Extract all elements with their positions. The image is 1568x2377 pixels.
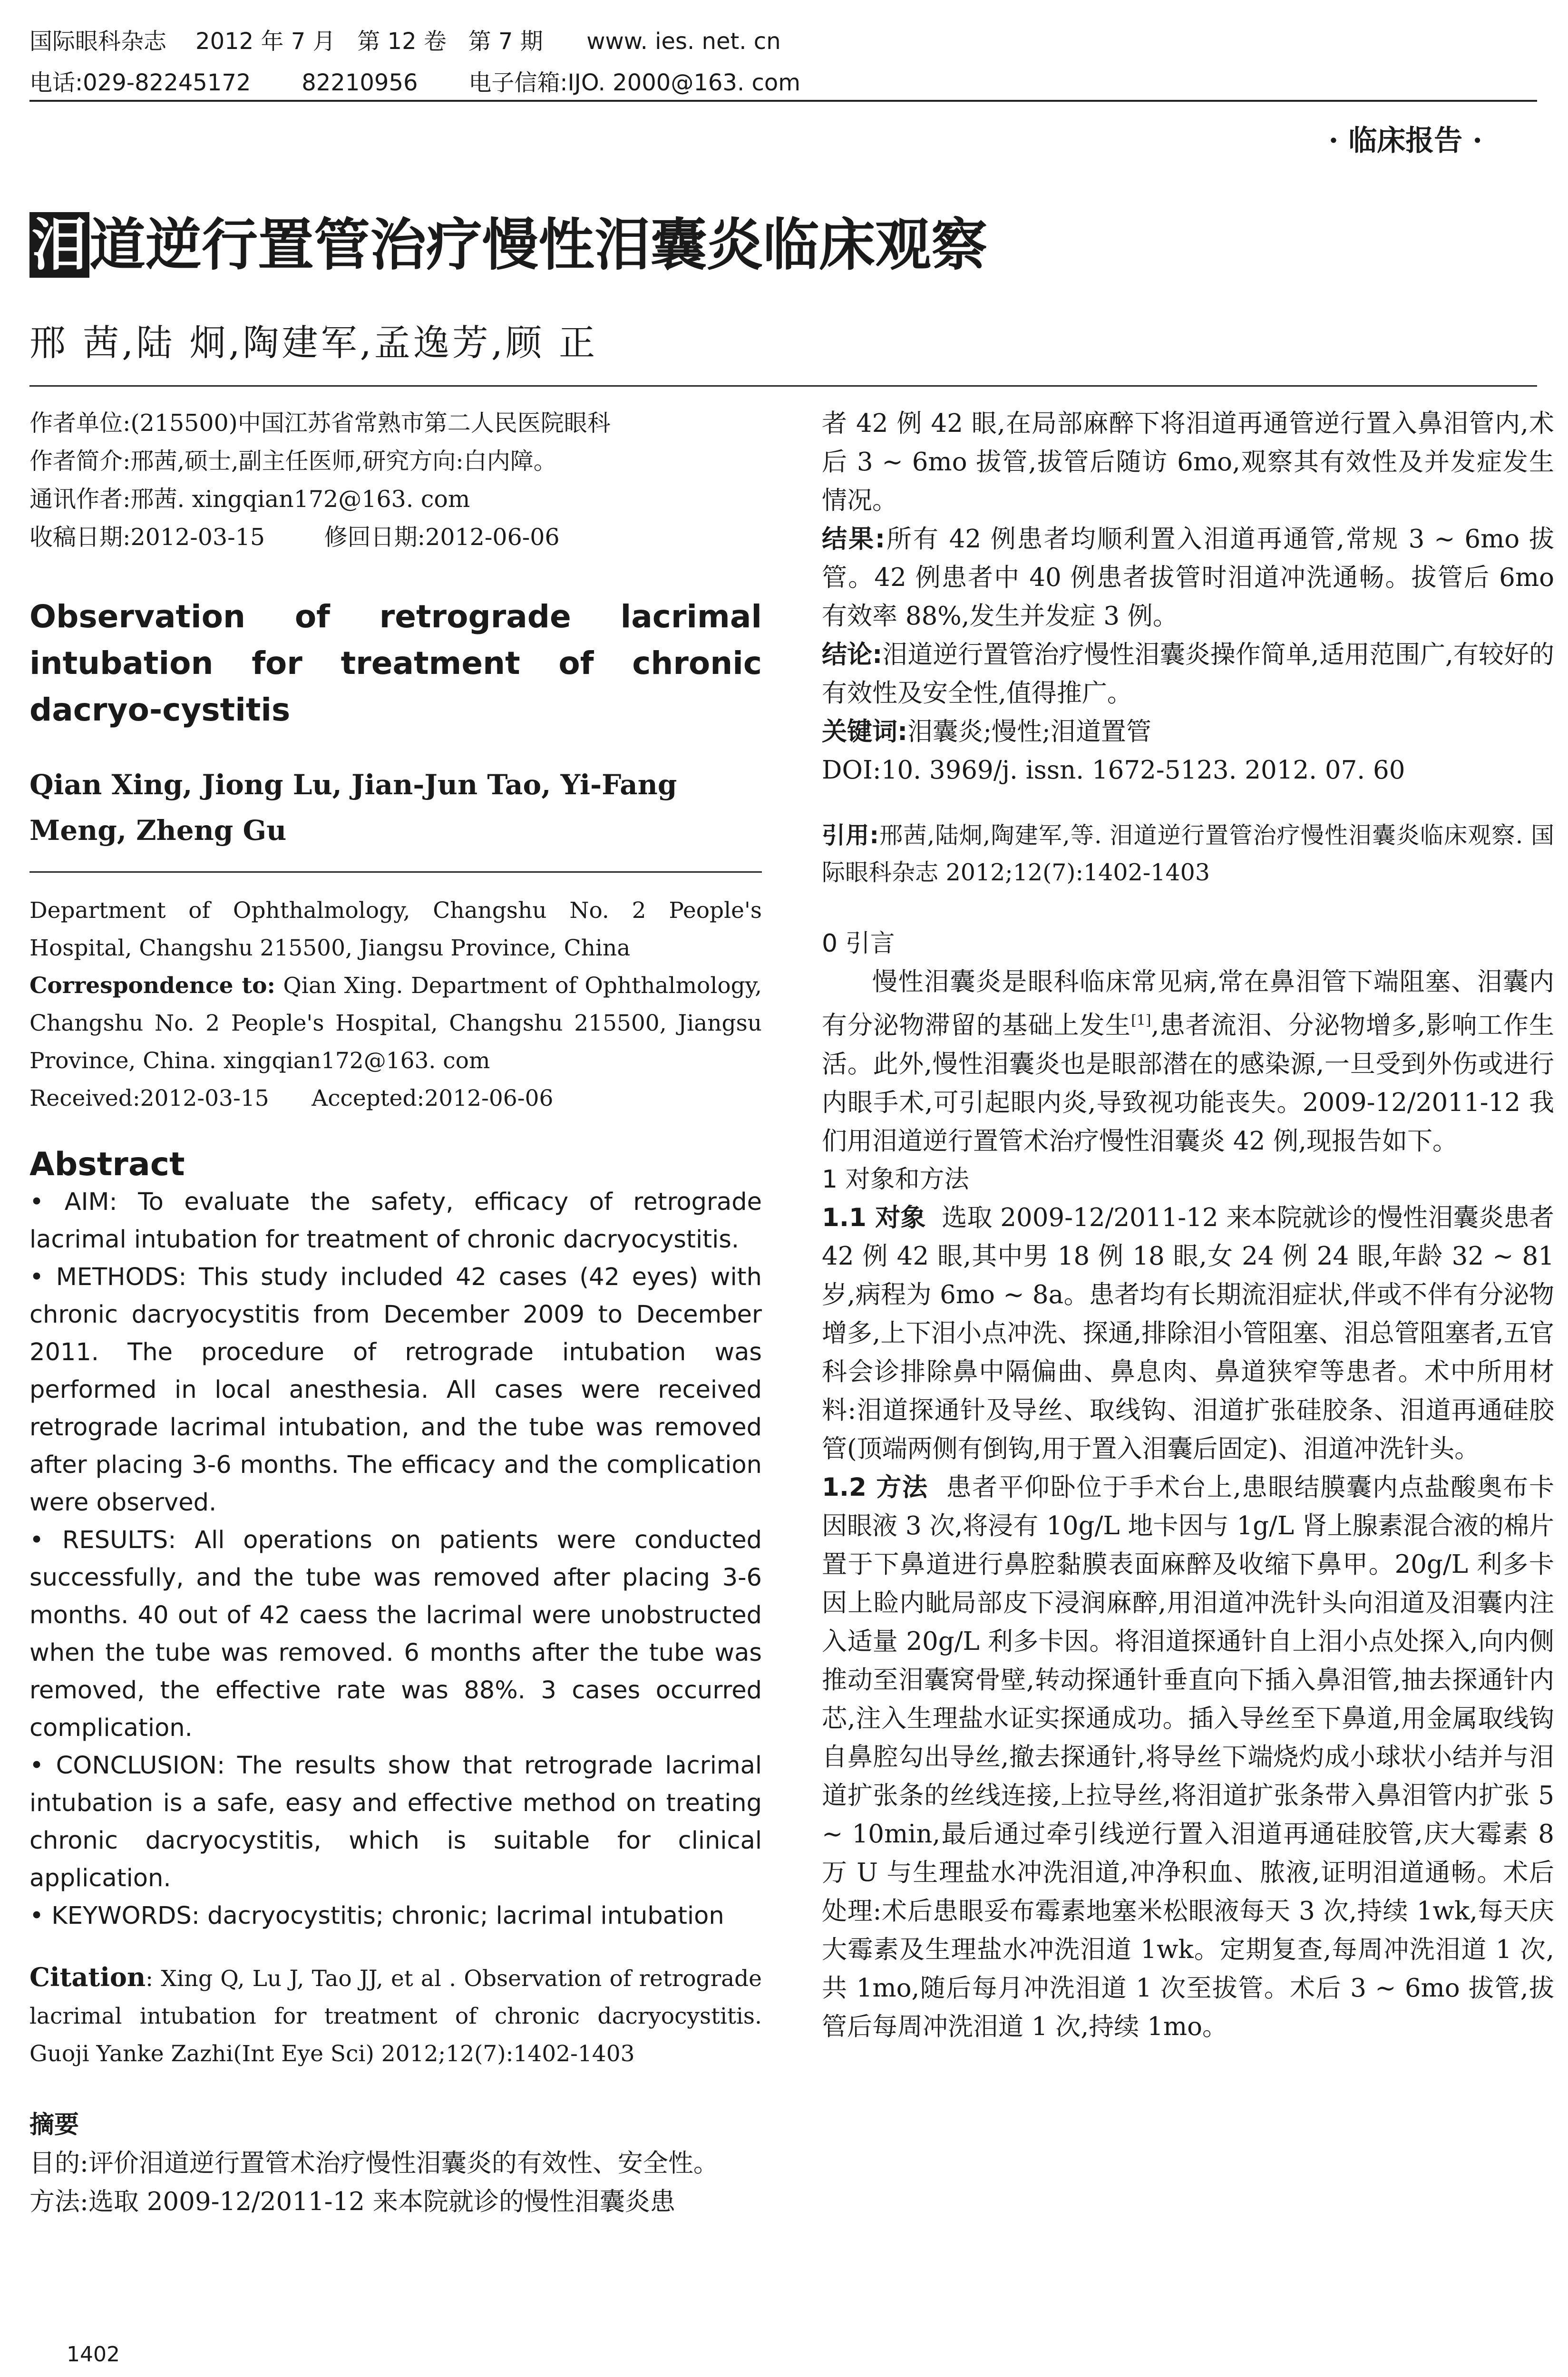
right-column: [822, 404, 1562, 2046]
cn-citation-label: 引用:: [822, 822, 879, 849]
english-title: Observation of retrograde lacrimal intubation for treatment of chronic dacryo-cystitis: [29, 598, 762, 728]
procedure-label: 1.2 方法: [822, 1472, 928, 1502]
authors-cn: 邢 茜,陆 炯,陶建军,孟逸芳,顾 正: [29, 321, 598, 364]
author-unit: 作者单位:(215500)中国江苏省常熟市第二人民医院眼科: [29, 409, 611, 437]
cn-citation-text: 邢茜,陆炯,陶建军,等. 泪道逆行置管治疗慢性泪囊炎临床观察. 国际眼科杂志 2012;12(7):1402-1403: [822, 822, 1554, 886]
article-title: [29, 200, 987, 281]
title-text: 道逆行置管治疗慢性泪囊炎临床观察: [89, 212, 988, 278]
intro-heading: 0 引言: [822, 929, 895, 958]
result-text: 所有 42 例患者均顺利置入泪道再通管,常规 3 ~ 6mo 拔管。42 例患者中 40 例患者拔管时泪道冲洗通畅。拔管后 6mo 有效率 88%,发生并发症 3 例。: [822, 525, 1554, 631]
citation-text: : Xing Q, Lu J, Tao JJ, et al . Observation of retrograde lacrimal intubation for treatment of chronic dacryocystitis. Guoji Yanke Zazhi(Int Eye Sci) 2012;12(7):1402-1403: [29, 1966, 762, 2067]
abstract-results: • RESULTS: All operations on patients were conducted successfully, and the tube was removed after placing 3-6 months. 40 out of 42 caess the lacrimal were unobstructed when the tube was removed. 6 months after the tube was removed, the effective rate was 88%. 3 cases occurred complication.: [29, 1526, 762, 1742]
methods-heading: 1 对象和方法: [822, 1165, 969, 1194]
conclusion-label: 结论:: [822, 640, 883, 669]
subjects-text: 选取 2009-12/2011-12 来本院就诊的慢性泪囊炎患者 42 例 42 眼,其中男 18 例 18 眼,女 24 例 24 眼,年龄 32 ~ 81 岁,病程为 6mo ~ 8a。患者均有长期流泪症状,伴或不伴有分泌物增多,上下泪小点冲洗、探通,排除泪小管阻塞、泪总管阻塞者,五官科会诊排除鼻中隔偏曲、鼻息肉、鼻道狭窄等患者。术中所用材料:泪道探通针及导丝、取线钩、泪道扩张硅胶条、泪道再通硅胶管(顶端两侧有倒钩,用于置入泪囊后固定)、泪道冲洗针头。: [822, 1203, 1562, 1463]
citation-label: Citation: [29, 1962, 146, 1992]
conclusion-text: 泪道逆行置管治疗慢性泪囊炎操作简单,适用范围广,有较好的有效性及安全性,值得推广。: [822, 640, 1554, 708]
english-authors: Qian Xing, Jiong Lu, Jian-Jun Tao, Yi-Fang Meng, Zheng Gu: [29, 769, 677, 847]
author-intro: 作者简介:邢茜,硕士,副主任医师,研究方向:白内障。: [29, 448, 557, 475]
keywords-text: 泪囊炎;慢性;泪道置管: [907, 717, 1151, 746]
journal-header-line2: 电话:029-82245172 82210956 电子信箱:IJO. 2000@163. com: [29, 69, 800, 96]
title-rule: [29, 385, 1537, 387]
cn-abstract-method-cont: 者 42 例 42 眼,在局部麻醉下将泪道再通管逆行置入鼻泪管内,术后 3 ~ 6mo 拔管,拔管后随访 6mo,观察其有效性及并发症发生情况。: [822, 409, 1554, 515]
english-correspondence: [29, 967, 762, 1080]
procedure-text: 患者平仰卧位于手术台上,患眼结膜囊内点盐酸奥布卡因眼液 3 次,将浸有 10g/L 地卡因与 1g/L 肾上腺素混合液的棉片置于下鼻道进行鼻腔黏膜表面麻醉及收缩下鼻甲。20g/L 利多卡因上睑内眦局部皮下浸润麻醉,用泪道冲洗针头向泪道及泪囊内注入适量 20g/L 利多卡因。将泪道探通针自上泪小点处探入,向内侧推动至泪囊窝骨壁,转动探通针垂直向下插入鼻泪管,抽去探通针内芯,注入生理盐水证实探通成功。插入导丝至下鼻道,用金属取线钩自鼻腔勾出导丝,撤去探通针,将导丝下端烧灼成小球状小结并与泪道扩张条的丝线连接,上拉导丝,将泪道扩张条带入鼻泪管内扩张 5 ~ 10min,最后通过牵引线逆行置入泪道再通硅胶管,庆大霉素 8 万 U 与生理盐水冲洗泪道,冲净积血、脓液,证明泪道通畅。术后处理:术后患眼妥布霉素地塞米松眼液每天 3 次,持续 1wk,每天庆大霉素及生理盐水冲洗泪道 1wk。定期复查,每周冲洗泪道 1 次,共 1mo,随后每月冲洗泪道 1 次至拔管。术后 3 ~ 6mo 拔管,拔管后每周冲洗泪道 1 次,持续 1mo。: [822, 1472, 1562, 2041]
title-initial: 泪: [29, 212, 89, 278]
keywords-label: 关键词:: [822, 717, 908, 746]
methods-subjects: [822, 1198, 1562, 1468]
cn-keywords: [822, 712, 1554, 751]
abstract-aim: • AIM: To evaluate the safety, efficacy of retrograde lacrimal intubation for treatment of chronic dacryocystitis.: [29, 1188, 762, 1254]
section-tag: · 临床报告 ·: [1328, 124, 1482, 157]
received-dates: 收稿日期:2012-03-15 修回日期:2012-06-06: [29, 524, 560, 551]
correspondence-text: Qian Xing. Department of Ophthalmology, Changshu No. 2 People's Hospital, Changshu 215500, Jiangsu Province, China. xingqian172@163. com: [29, 973, 762, 1074]
intro-paragraph: [822, 963, 1554, 1160]
cn-abstract-heading: 摘要: [29, 2111, 79, 2139]
cn-abstract-aim: 目的:评价泪道逆行置管术治疗慢性泪囊炎的有效性、安全性。: [29, 2149, 719, 2178]
intro-reference: [1]: [1131, 1012, 1151, 1029]
abstract-keywords: • KEYWORDS: dacryocystitis; chronic; lacrimal intubation: [29, 1902, 724, 1930]
cn-abstract-method: 方法:选取 2009-12/2011-12 来本院就诊的慢性泪囊炎患: [29, 2187, 675, 2216]
abstract-heading: Abstract: [29, 1146, 185, 1183]
cn-abstract-result: [822, 520, 1554, 635]
intro-text-cont: ,患者流泪、分泌物增多,影响工作生活。此外,慢性泪囊炎也是眼部潜在的感染源,一旦受到外伤或进行内眼手术,可引起眼内炎,导致视功能丧失。2009-12/2011-12 我们用泪道逆行置管术治疗慢性泪囊炎 42 例,现报告如下。: [822, 1011, 1554, 1156]
citation: [29, 1958, 762, 2073]
result-label: 结果:: [822, 525, 886, 554]
abstract-methods: • METHODS: This study included 42 cases (42 eyes) with chronic dacryocystitis from December 2009 to December 2011. The procedure of retrograde intubation was performed in local anesthesia. All cases were received retrograde lacrimal intubation, and the tube was removed after placing 3-6 months. The efficacy and the complication were observed.: [29, 1263, 762, 1517]
left-column: [29, 404, 762, 2221]
correspondence-label: Correspondence to:: [29, 973, 275, 999]
page-number: 1402: [67, 2342, 120, 2367]
english-affiliation: Department of Ophthalmology, Changshu No. 2 People's Hospital, Changshu 215500, Jiangsu Province, China: [29, 897, 762, 961]
english-dates: Received:2012-03-15 Accepted:2012-06-06: [29, 1085, 554, 1111]
doi: DOI:10. 3969/j. issn. 1672-5123. 2012. 07. 60: [822, 756, 1405, 785]
journal-header-line1: 国际眼科杂志 2012 年 7 月 第 12 卷 第 7 期 www. ies. net. cn: [29, 28, 781, 55]
header-rule: [29, 100, 1537, 102]
intro-text: 慢性泪囊炎是眼科临床常见病,常在鼻泪管下端阻塞、泪囊内有分泌物滞留的基础上发生: [822, 967, 1554, 1040]
cn-abstract-conclusion: [822, 635, 1554, 712]
methods-procedure: [822, 1468, 1562, 2046]
corresponding-author: 通讯作者:邢茜. xingqian172@163. com: [29, 486, 470, 513]
abstract-conclusion: • CONCLUSION: The results show that retrograde lacrimal intubation is a safe, easy and effective method on treating chronic dacryocystitis, which is suitable for clinical application.: [29, 1752, 762, 1892]
cn-citation: [822, 817, 1554, 891]
subjects-label: 1.1 对象: [822, 1203, 926, 1232]
english-rule: [29, 871, 762, 873]
